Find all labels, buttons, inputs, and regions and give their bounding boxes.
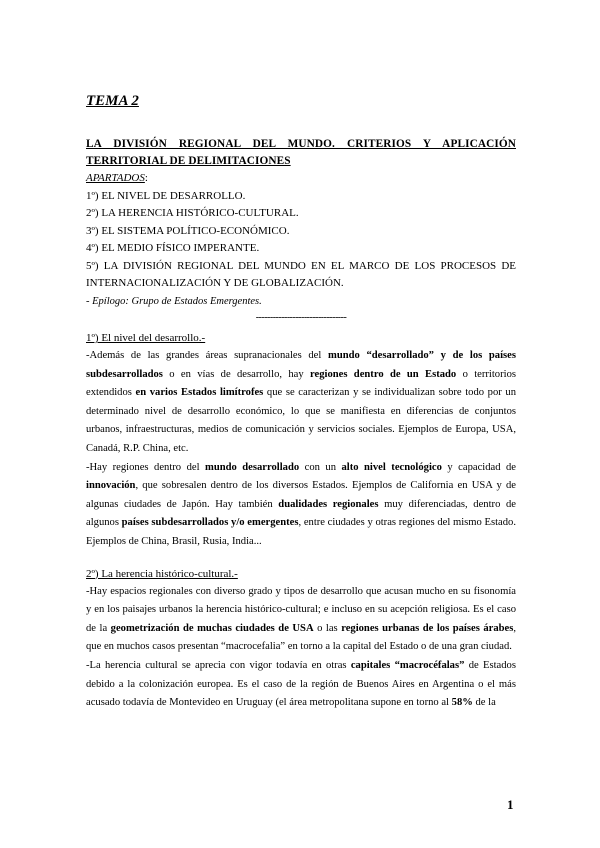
epilogo-line: - Epílogo: Grupo de Estados Emergentes.: [86, 295, 262, 307]
text-run: -La herencia cultural se aprecia con vigor todavía en otras: [86, 659, 351, 671]
bold-run: regiones dentro de un Estado: [310, 368, 457, 380]
list-item: 5º) LA DIVISIÓN REGIONAL DEL MUNDO EN EL MARCO DE LOS PROCESOS DE INTERNACIONALIZACIÓN Y DE GLOBALIZACIÓN.: [86, 259, 516, 289]
text-run: muy diferenciadas, dentro de algunos: [86, 498, 516, 529]
bold-run: mundo “desarrollado” y de los países subdesarrollados: [86, 350, 516, 380]
apartados-label-line: [86, 170, 516, 188]
spacer: [86, 552, 516, 566]
text-run: -Hay regiones dentro del: [86, 461, 205, 473]
text-run: o las: [313, 622, 342, 634]
bold-run: en varios Estados limítrofes: [135, 387, 264, 399]
subject-heading: LA DIVISIÓN REGIONAL DEL MUNDO. CRITERIOS Y APLICACIÓN TERRITORIAL DE DELIMITACIONES: [86, 138, 516, 167]
bold-run: innovación: [86, 480, 136, 492]
section2-paragraph-2: [86, 657, 516, 713]
text-run: con un: [299, 461, 342, 473]
section1-paragraph-1: [86, 347, 516, 459]
section-divider: --------------------------------: [255, 312, 347, 323]
text-run: o en vías de desarrollo, hay: [162, 368, 310, 380]
section-heading-2: 2º) La herencia histórico-cultural.-: [86, 567, 238, 580]
text-run: y capacidad de: [441, 461, 516, 473]
bold-run: geometrización de muchas ciudades de USA: [110, 622, 314, 634]
section1-paragraph-2: [86, 459, 516, 552]
page-title: TEMA 2: [86, 93, 139, 109]
bold-run: países subdesarrollados y/o emergentes: [121, 517, 299, 529]
text-run: -Hay espacios regionales con diverso grado y tipos de desarrollo que acusan mucho en su fisonomía y en los paisajes urbanos la herencia histórico-cultural; e incluso en su acepción religiosa. Es el caso de la: [86, 585, 516, 634]
page-number: 1: [507, 797, 514, 812]
bold-run: capitales “macrocéfalas”: [350, 659, 465, 671]
page-content: [86, 92, 516, 713]
text-run: de la: [472, 697, 496, 709]
text-run: , entre ciudades y otras regiones del mismo Estado. Ejemplos de China, Brasil, Rusia, India...: [86, 517, 516, 547]
section2-paragraph-1: [86, 583, 516, 657]
apartados-list: [86, 170, 516, 310]
bold-run: regiones urbanas de los países árabes: [341, 622, 514, 634]
list-item: 4º) EL MEDIO FÍSICO IMPERANTE.: [86, 242, 260, 254]
apartados-label: APARTADOS: [86, 172, 145, 184]
section-heading-1: 1º) El nivel del desarrollo.-: [86, 332, 206, 344]
text-run: que se caracterizan y se individualizan sobre todo por un determinado nivel de desarrollo económico, lo que se manifiesta en diferencias de conjuntos urbanos, infraestructuras, medios de comunicación y servicios sociales. Ejemplos de Europa, USA, Canadá, R.P. China, etc.: [86, 387, 517, 454]
text-run: , que sobresalen dentro de los diversos Estados. Ejemplos de California en USA y de algunas ciudades de Japón. Hay también: [86, 480, 516, 510]
bold-run: 58%: [451, 697, 473, 709]
text-run: o territorios extendidos: [86, 368, 516, 399]
text-run: -Además de las grandes áreas supranacionales del: [86, 350, 329, 361]
bold-run: dualidades regionales: [278, 498, 379, 510]
list-item: 1º) EL NIVEL DE DESARROLLO.: [86, 189, 246, 202]
apartados-colon: :: [144, 172, 148, 184]
text-run: , que en muchos casos presentan “macrocefalia” en torno a la capital del Estado o de una gran ciudad.: [86, 622, 516, 653]
bold-run: mundo desarrollado: [205, 461, 300, 473]
bold-run: alto nivel tecnológico: [341, 461, 442, 473]
text-run: de Estados debido a la colonización europea. Es el caso de la región de Buenos Aires en Argentina o el más acusado todavía de Montevideo en Uruguay (el área metropolitana supone en torno al: [86, 659, 516, 709]
list-item: 3º) EL SISTEMA POLÍTICO-ECONÓMICO.: [86, 224, 290, 237]
list-item: 2º) LA HERENCIA HISTÓRICO-CULTURAL.: [86, 207, 299, 219]
